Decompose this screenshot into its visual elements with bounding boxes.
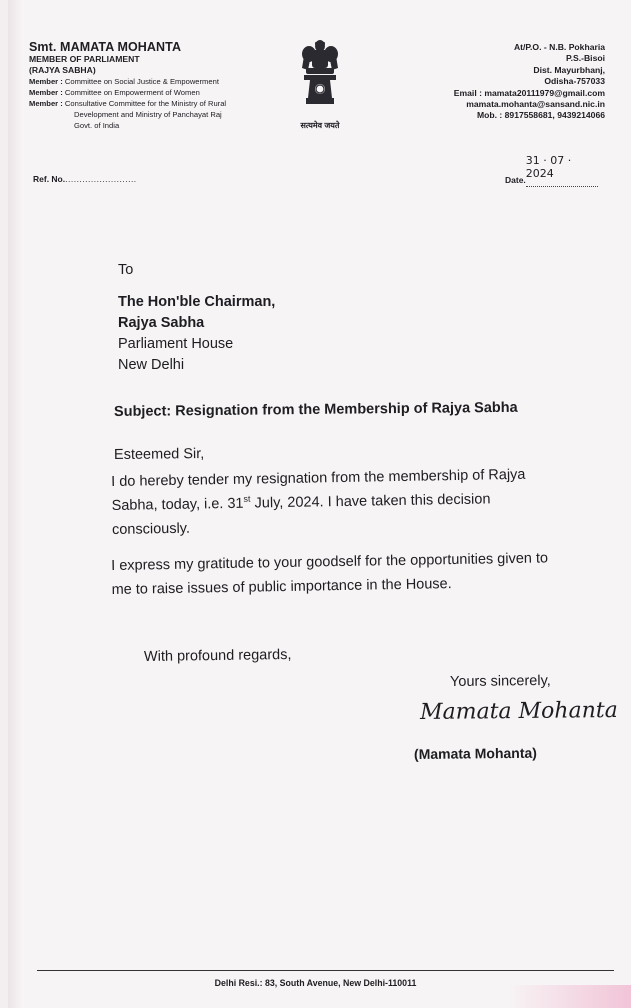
signature: Mamata Mohanta bbox=[419, 697, 618, 726]
closing: Yours sincerely, bbox=[449, 672, 551, 690]
page-tint bbox=[508, 985, 631, 1008]
recipient-org: Rajya Sabha bbox=[118, 315, 205, 331]
page-shadow bbox=[8, 0, 22, 1008]
signatory-name: (Mamata Mohanta) bbox=[413, 744, 537, 762]
lion-capital-icon bbox=[298, 38, 342, 118]
recipient-title: The Hon'ble Chairman, bbox=[118, 294, 276, 310]
membership-line: Member : Committee on Social Justice & Empowerment bbox=[29, 77, 219, 87]
salutation: Esteemed Sir, bbox=[113, 446, 205, 463]
letter-date: Date.31 · 07 · 2024 bbox=[505, 160, 598, 187]
membership-cont: Development and Ministry of Panchayat Raj bbox=[74, 110, 222, 120]
address-line: Dist. Mayurbhanj, bbox=[533, 64, 605, 75]
sender-house: (RAJYA SABHA) bbox=[29, 65, 96, 76]
mobile-line: Mob. : 8917558681, 9439214066 bbox=[476, 110, 605, 121]
to-line: To bbox=[118, 262, 134, 278]
membership-cont: Govt. of India bbox=[74, 121, 120, 131]
address-line: Parliament House bbox=[118, 336, 234, 352]
address-line: P.S.-Bisoi bbox=[565, 53, 605, 64]
paragraph: I do hereby tender my resignation from the membership of Rajya Sabha, today, i.e. 31st July, 2024. I have taken this decision consciously. bbox=[111, 466, 526, 538]
address-line: Odisha-757033 bbox=[544, 76, 605, 87]
subject-line: Subject: Resignation from the Membership of Rajya Sabha bbox=[113, 399, 518, 420]
email-line: Email : mamata20111979@gmail.com bbox=[453, 87, 605, 98]
footer-divider bbox=[37, 970, 614, 971]
address-line: At/P.O. - N.B. Pokharia bbox=[513, 42, 605, 52]
national-emblem bbox=[295, 38, 345, 131]
date-handwritten: 31 · 07 · 2024 bbox=[525, 154, 572, 180]
email-line: mamata.mohanta@sansand.nic.in bbox=[466, 99, 605, 110]
letterhead-left bbox=[29, 40, 226, 131]
membership-line: Member : Consultative Committee for the Ministry of Rural bbox=[29, 99, 227, 109]
footer-address: Delhi Resi.: 83, South Avenue, New Delhi-110011 bbox=[214, 978, 417, 988]
address-line: New Delhi bbox=[118, 357, 185, 373]
sender-name: Smt. MAMATA MOHANTA bbox=[29, 40, 182, 54]
letter-page bbox=[8, 0, 631, 1008]
emblem-motto: सत्यमेव जयते bbox=[300, 121, 340, 130]
letterhead-address bbox=[454, 42, 605, 122]
sender-title: MEMBER OF PARLIAMENT bbox=[29, 54, 140, 64]
recipient-address bbox=[118, 292, 275, 376]
regards: With profound regards, bbox=[143, 646, 292, 665]
paragraph: I express my gratitude to your goodself for the opportunities given to me to raise issues of public importance in the House. bbox=[111, 550, 549, 598]
ref-number: Ref. No.......................... bbox=[33, 174, 137, 184]
membership-line: Member : Committee on Empowerment of Women bbox=[29, 88, 200, 98]
